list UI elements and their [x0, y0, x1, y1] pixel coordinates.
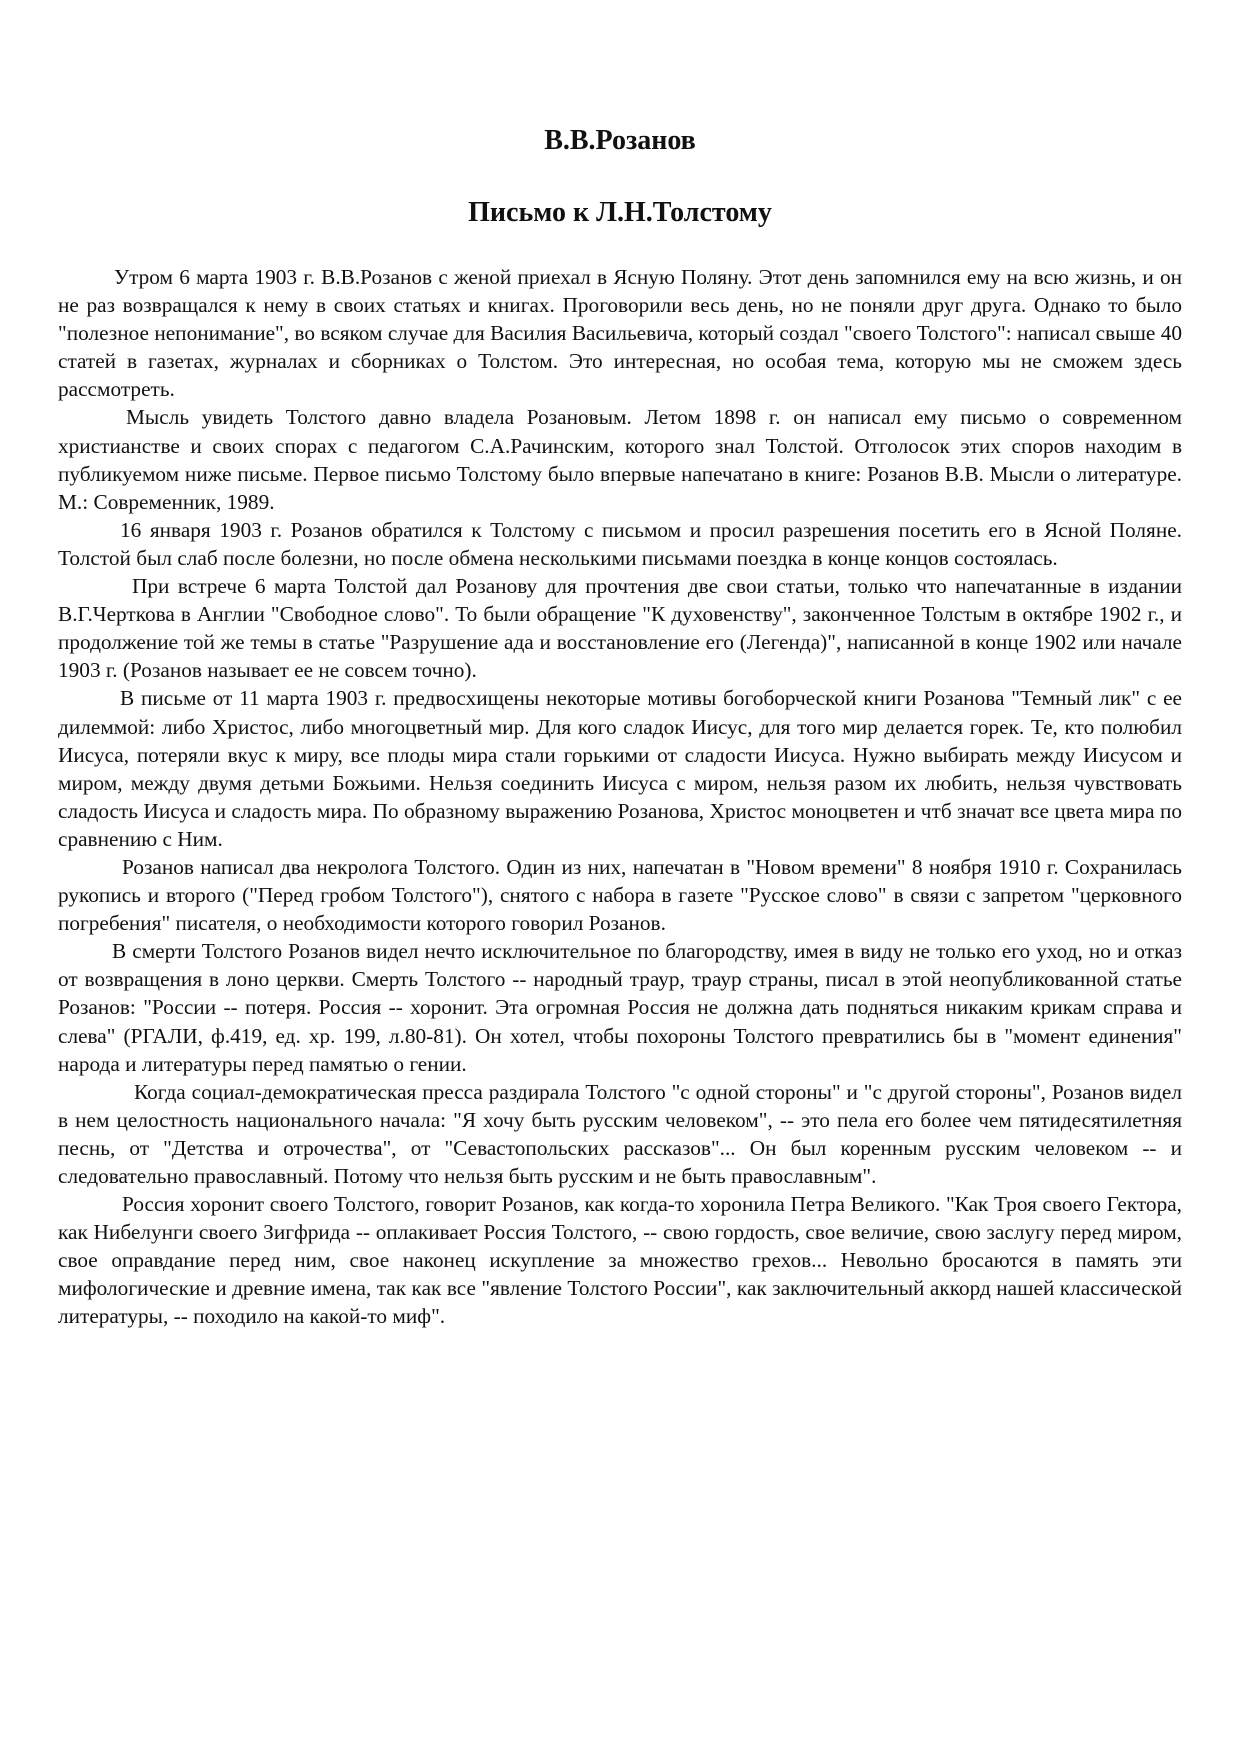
paragraph: Утром 6 марта 1903 г. В.В.Розанов с женой приехал в Ясную Поляну. Этот день запомнился ему на всю жизнь, и он не раз возвращался к нему в своих статьях и книгах. Проговорили весь день, но не поняли друг друга. Однако то было "полезное непонимание", во всяком случае для Василия Васильевича, который создал "своего Толстого": написал свыше 40 статей в газетах, журналах и сборниках о Толстом. Это интересная, но особая тема, которую мы не сможем здесь рассмотреть. [58, 265, 1182, 402]
paragraph: Мысль увидеть Толстого давно владела Розановым. Летом 1898 г. он написал ему письмо о современном христианстве и своих спорах с педагогом С.А.Рачинским, которого знал Толстой. Отголосок этих споров находим в публикуемом ниже письме. Первое письмо Толстому было впервые напечатано в книге: Розанов В.В. Мысли о литературе. М.: Современник, 1989. [58, 405, 1182, 514]
paragraph: 16 января 1903 г. Розанов обратился к Толстому с письмом и просил разрешения посетить его в Ясной Поляне. Толстой был слаб после болезни, но после обмена несколькими письмами поездка в конце концов состоялась. [58, 517, 1182, 570]
author-heading: В.В.Розанов [544, 125, 696, 156]
paragraph: В письме от 11 марта 1903 г. предвосхищены некоторые мотивы богоборческой книги Розанова "Темный лик" с ее дилеммой: либо Христос, либо многоцветный мир. Для кого сладок Иисус, для того мир делается горек. Те, кто полюбил Иисуса, потеряли вкус к миру, все плоды мира стали горькими от сладости Иисуса. Нужно выбирать между Иисусом и миром, между двумя детьми Божьими. Нельзя соединить Иисуса с миром, нельзя разом их любить, нельзя чувствовать сладость Иисуса и сладость мира. По образному выражению Розанова, Христос моноцветен и чтб значат все цвета мира по сравнению с Ним. [58, 686, 1182, 851]
document-title: Письмо к Л.Н.Толстому [468, 197, 772, 228]
document-body [58, 263, 1182, 1331]
paragraph: Розанов написал два некролога Толстого. Один из них, напечатан в "Новом времени" 8 ноября 1910 г. Сохранилась рукопись и второго ("Перед гробом Толстого"), снятого с набора в газете "Русское слово" в связи с запретом "церковного погребения" писателя, о необходимости которого говорил Розанов. [58, 854, 1182, 936]
paragraph: При встрече 6 марта Толстой дал Розанову для прочтения две свои статьи, только что напечатанные в издании В.Г.Черткова в Англии "Свободное слово". То были обращение "К духовенству", законченное Толстым в октябре 1902 г., и продолжение той же темы в статье "Разрушение ада и восстановление его (Легенда)", написанной в конце 1902 или начале 1903 г. (Розанов называет ее не совсем точно). [58, 574, 1182, 683]
paragraph: В смерти Толстого Розанов видел нечто исключительное по благородству, имея в виду не только его уход, но и отказ от возвращения в лоно церкви. Смерть Толстого -- народный траур, траур страны, писал в этой неопубликованной статье Розанов: "России -- потеря. Россия -- хоронит. Эта огромная Россия не должна дать подняться никаким крикам справа и слева" (РГАЛИ, ф.419, ед. хр. 199, л.80-81). Он хотел, чтобы похороны Толстого превратились бы в "момент единения" народа и литературы перед памятью о гении. [58, 939, 1182, 1076]
paragraph: Россия хоронит своего Толстого, говорит Розанов, как когда-то хоронила Петра Великого. "Как Троя своего Гектора, как Нибелунги своего Зигфрида -- оплакивает Россия Толстого, -- свою гордость, свое величие, свою заслугу перед миром, свое оправдание перед ним, свое наконец искупление за множество грехов... Невольно бросаются в память эти мифологические и древние имена, так как все "явление Толстого России", как заключительный аккорд нашей классической литературы, -- походило на какой-то миф". [58, 1192, 1182, 1329]
paragraph: Когда социал-демократическая пресса раздирала Толстого "с одной стороны" и "с другой стороны", Розанов видел в нем целостность национального начала: "Я хочу быть русским человеком", -- это пела его более чем пятидесятилетняя песнь, от "Детства и отрочества", от "Севастопольских рассказов"... Он был коренным русским человеком -- и следовательно православный. Потому что нельзя быть русским и не быть православным". [58, 1079, 1182, 1188]
